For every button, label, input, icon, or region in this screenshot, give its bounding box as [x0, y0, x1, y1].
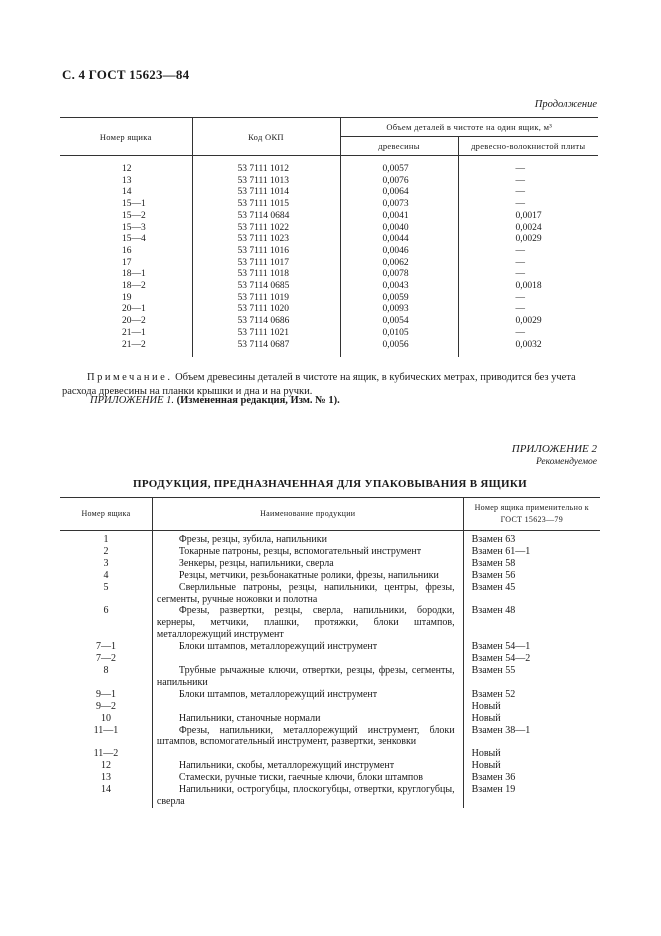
- box-number: 2: [103, 545, 109, 557]
- wood-volume: 0,0046: [340, 246, 458, 258]
- old-box-number: Новый: [463, 713, 600, 725]
- okp-code: 53 7111 1019: [192, 293, 340, 305]
- old-box-number: Новый: [463, 760, 600, 772]
- product-names: Напильники, скобы, металлорежущий инструмент: [152, 760, 463, 772]
- okp-code: 53 7111 1014: [192, 187, 340, 199]
- box-number: 5: [103, 581, 109, 593]
- page-header: С. 4 ГОСТ 15623—84: [62, 67, 190, 82]
- table-row: [60, 316, 598, 328]
- okp-code: 53 7111 1018: [192, 269, 340, 281]
- box-number: 4: [103, 569, 109, 581]
- old-box-number: Взамен 48: [463, 605, 600, 641]
- table-row: [60, 570, 600, 582]
- okp-code: 53 7111 1020: [192, 304, 340, 316]
- product-names: Сверлильные патроны, резцы, напильники, центры, фрезы, сегменты, ручные ножовки и полотна: [152, 582, 463, 606]
- box-number: 6: [103, 605, 109, 617]
- wood-volume: 0,0076: [340, 176, 458, 188]
- old-box-number: Взамен 63: [463, 531, 600, 546]
- table-row: [60, 784, 600, 808]
- okp-code: 53 7111 1023: [192, 234, 340, 246]
- product-names: Токарные патроны, резцы, вспомогательный инструмент: [152, 546, 463, 558]
- products-table: [60, 497, 600, 808]
- product-names: Зенкеры, резцы, напильники, сверла: [152, 558, 463, 570]
- table-row: [60, 199, 598, 211]
- wood-volume: 0,0054: [340, 316, 458, 328]
- box-number: 13: [122, 175, 132, 186]
- old-box-number: Взамен 38—1: [463, 725, 600, 749]
- box-number: 20—1: [122, 304, 146, 315]
- product-names: Напильники, острогубцы, плоскогубцы, отвертки, круглогубцы, сверла: [152, 784, 463, 808]
- box-number: 11—1: [93, 724, 119, 736]
- old-box-number: Новый: [463, 701, 600, 713]
- fiber-volume: —: [458, 293, 598, 305]
- product-names: Стамески, ручные тиски, гаечные ключи, блоки штампов: [152, 772, 463, 784]
- box-number: 17: [122, 257, 132, 268]
- box-number: 18—2: [122, 281, 146, 292]
- table-row: [60, 653, 600, 665]
- table-row: [60, 258, 598, 270]
- table-row: [60, 772, 600, 784]
- table-row: [60, 293, 598, 305]
- fiber-volume: —: [458, 328, 598, 340]
- col-header-box-number: Номер ящика: [60, 498, 152, 531]
- box-number: 20—2: [122, 316, 146, 327]
- wood-volume: 0,0105: [340, 328, 458, 340]
- table-row: [60, 531, 600, 546]
- fiber-volume: 0,0029: [458, 316, 598, 328]
- col-header-number: Номер ящика: [60, 118, 192, 156]
- okp-code: 53 7114 0685: [192, 281, 340, 293]
- okp-code: 53 7111 1017: [192, 258, 340, 270]
- okp-code: 53 7114 0684: [192, 211, 340, 223]
- table-row: [60, 546, 600, 558]
- wood-volume: 0,0078: [340, 269, 458, 281]
- col-header-wood: древесины: [340, 137, 458, 156]
- box-number: 21—1: [122, 327, 146, 338]
- box-number: 7—1: [95, 641, 116, 653]
- table-row: [60, 328, 598, 340]
- box-number: 14: [122, 187, 132, 198]
- product-names: Напильники, станочные нормали: [152, 713, 463, 725]
- product-names: [152, 653, 463, 665]
- fiber-volume: —: [458, 176, 598, 188]
- table-row: [60, 701, 600, 713]
- table-row: [60, 641, 600, 653]
- fiber-volume: 0,0017: [458, 211, 598, 223]
- okp-code: 53 7114 0686: [192, 316, 340, 328]
- product-names: [152, 748, 463, 760]
- box-number: 10: [100, 712, 111, 724]
- box-number: 18—1: [122, 269, 146, 280]
- old-box-number: Взамен 19: [463, 784, 600, 808]
- table-row: [60, 211, 598, 223]
- appendix1-label: ПРИЛОЖЕНИЕ 1.: [90, 395, 174, 406]
- box-number: 7—2: [95, 653, 116, 665]
- okp-code: 53 7111 1016: [192, 246, 340, 258]
- old-box-number: Взамен 55: [463, 665, 600, 689]
- table-row: [60, 605, 600, 641]
- col-header-code: Код ОКП: [192, 118, 340, 156]
- table-row: [60, 582, 600, 606]
- wood-volume: 0,0062: [340, 258, 458, 270]
- col-header-old-number: Номер ящика применительно к ГОСТ 15623—79: [463, 498, 600, 531]
- old-box-number: Взамен 52: [463, 689, 600, 701]
- okp-code: 53 7111 1013: [192, 176, 340, 188]
- box-number: 12: [122, 164, 132, 174]
- table-row: [60, 713, 600, 725]
- box-number: 12: [100, 760, 111, 772]
- table-row: [60, 725, 600, 749]
- wood-volume: 0,0044: [340, 234, 458, 246]
- box-number: 11—2: [93, 748, 119, 760]
- fiber-volume: —: [458, 304, 598, 316]
- box-number: 21—2: [122, 339, 146, 350]
- product-names: Блоки штампов, металлорежущий инструмент: [152, 641, 463, 653]
- box-number: 19: [122, 292, 132, 303]
- product-names: [152, 701, 463, 713]
- wood-volume: 0,0040: [340, 223, 458, 235]
- table-row: [60, 665, 600, 689]
- box-number: 15—4: [122, 234, 146, 245]
- fiber-volume: 0,0018: [458, 281, 598, 293]
- box-number: 13: [100, 772, 111, 784]
- wood-volume: 0,0041: [340, 211, 458, 223]
- wood-volume: 0,0064: [340, 187, 458, 199]
- okp-code: 53 7111 1022: [192, 223, 340, 235]
- box-number: 9—2: [95, 700, 116, 712]
- okp-code: 53 7111 1015: [192, 199, 340, 211]
- box-number: 16: [122, 245, 132, 256]
- volume-table: [60, 117, 598, 357]
- old-box-number: Взамен 36: [463, 772, 600, 784]
- wood-volume: 0,0057: [340, 164, 458, 176]
- appendix2-label: ПРИЛОЖЕНИЕ 2: [511, 443, 597, 455]
- col-header-fiber: древесно-волокнистой плиты: [458, 137, 598, 156]
- table-row: [60, 164, 598, 176]
- table-row: [60, 187, 598, 199]
- table-row: [60, 689, 600, 701]
- box-number: 9—1: [95, 688, 116, 700]
- continuation-label: Продолжение: [534, 99, 597, 110]
- product-names: Фрезы, резцы, зубила, напильники: [152, 531, 463, 546]
- product-names: Трубные рычажные ключи, отвертки, резцы, фрезы, сегменты, напильники: [152, 665, 463, 689]
- table-row: [60, 760, 600, 772]
- box-number: 15—3: [122, 222, 146, 233]
- box-number: 15—1: [122, 199, 146, 210]
- product-names: Фрезы, развертки, резцы, сверла, напильники, бородки, кернеры, метчики, плашки, протяжки, блоки штампов, металлорежущий инструмент: [152, 605, 463, 641]
- wood-volume: 0,0056: [340, 340, 458, 352]
- old-box-number: Взамен 58: [463, 558, 600, 570]
- fiber-volume: —: [458, 199, 598, 211]
- fiber-volume: —: [458, 187, 598, 199]
- old-box-number: Взамен 54—2: [463, 653, 600, 665]
- okp-code: 53 7114 0687: [192, 340, 340, 352]
- box-number: 14: [100, 784, 111, 796]
- box-number: 1: [103, 534, 109, 545]
- box-number: 8: [103, 664, 109, 676]
- table-row: [60, 558, 600, 570]
- product-names: Резцы, метчики, резьбонакатные ролики, фрезы, напильники: [152, 570, 463, 582]
- okp-code: 53 7111 1021: [192, 328, 340, 340]
- wood-volume: 0,0093: [340, 304, 458, 316]
- appendix1-reference: [90, 395, 340, 406]
- col-header-products: Наименование продукции: [152, 498, 463, 531]
- appendix2-status: Рекомендуемое: [535, 457, 597, 467]
- col-header-volume: Объем деталей в чистоте на один ящик, м³: [340, 118, 598, 137]
- fiber-volume: —: [458, 258, 598, 270]
- old-box-number: Взамен 56: [463, 570, 600, 582]
- fiber-volume: —: [458, 269, 598, 281]
- table-row: [60, 176, 598, 188]
- table-row: [60, 281, 598, 293]
- old-box-number: Взамен 54—1: [463, 641, 600, 653]
- old-box-number: Взамен 61—1: [463, 546, 600, 558]
- table-row: [60, 748, 600, 760]
- fiber-volume: 0,0032: [458, 340, 598, 352]
- box-number: 15—2: [122, 210, 146, 221]
- fiber-volume: 0,0029: [458, 234, 598, 246]
- box-number: 3: [103, 557, 109, 569]
- table-row: [60, 304, 598, 316]
- note-text: Объем древесины деталей в чистоте на ящик, в кубических метрах, приводится без учета расхода древесины на планки крышки и дна и на ручки.: [62, 372, 576, 397]
- fiber-volume: —: [458, 246, 598, 258]
- table-row: [60, 340, 598, 352]
- old-box-number: Новый: [463, 748, 600, 760]
- edition-label: (Измененная редакция, Изм. № 1).: [174, 395, 340, 406]
- table-row: [60, 234, 598, 246]
- fiber-volume: —: [458, 164, 598, 176]
- okp-code: 53 7111 1012: [192, 164, 340, 176]
- appendix2-title: ПРОДУКЦИЯ, ПРЕДНАЗНАЧЕННАЯ ДЛЯ УПАКОВЫВАНИЯ В ЯЩИКИ: [132, 478, 528, 490]
- fiber-volume: 0,0024: [458, 223, 598, 235]
- table-row: [60, 223, 598, 235]
- product-names: Блоки штампов, металлорежущий инструмент: [152, 689, 463, 701]
- product-names: Фрезы, напильники, металлорежущий инструмент, блоки штампов, вспомогательный инструмент, развертки, зенковки: [152, 725, 463, 749]
- wood-volume: 0,0059: [340, 293, 458, 305]
- wood-volume: 0,0073: [340, 199, 458, 211]
- old-box-number: Взамен 45: [463, 582, 600, 606]
- table-row: [60, 246, 598, 258]
- note-label: Примечание.: [87, 372, 173, 383]
- wood-volume: 0,0043: [340, 281, 458, 293]
- table-row: [60, 269, 598, 281]
